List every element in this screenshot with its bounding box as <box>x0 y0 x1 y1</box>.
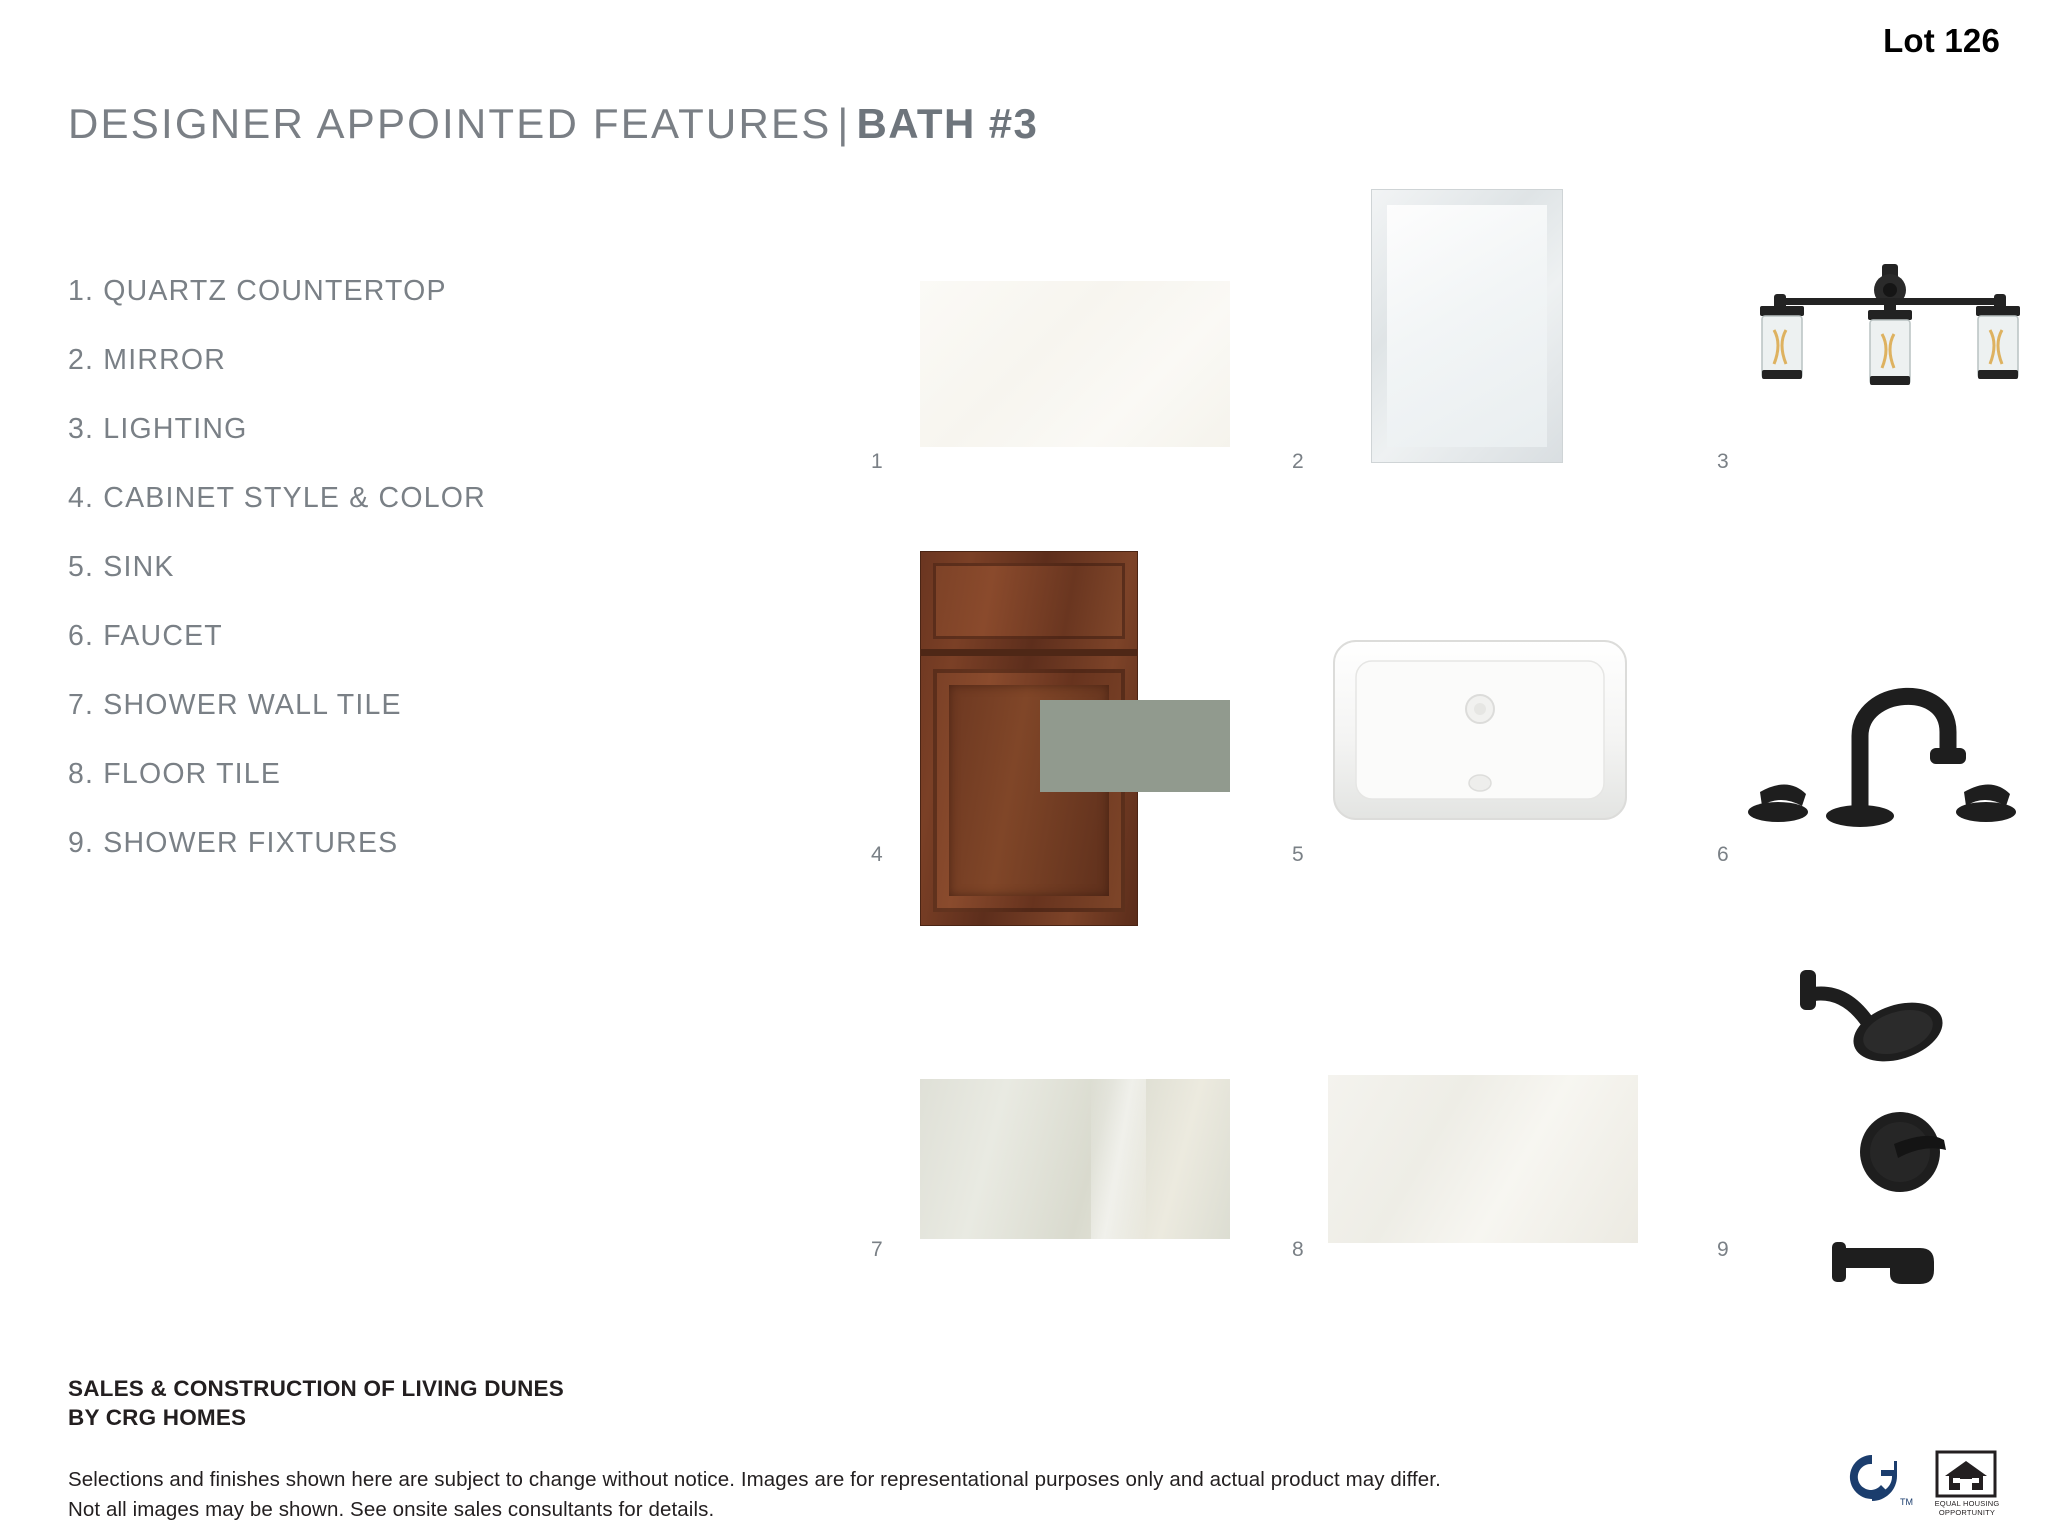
footer-company-line-2: BY CRG HOMES <box>68 1405 247 1431</box>
feature-item-shower-wall-tile: 7. SHOWER WALL TILE <box>68 689 402 721</box>
feature-item-mirror: 2. MIRROR <box>68 344 227 376</box>
eho-caption-line-1: EQUAL HOUSING <box>1934 1499 2000 1508</box>
equal-housing-caption <box>1932 1500 2002 1517</box>
page-title-room: BATH #3 <box>856 100 1039 147</box>
feature-item-floor-tile: 8. FLOOR TILE <box>68 758 282 790</box>
lot-number-label: Lot 126 <box>1883 22 2000 59</box>
swatch-number-5: 5 <box>1292 843 1304 866</box>
swatch-number-1: 1 <box>871 450 883 473</box>
footer-company-line-1: SALES & CONSTRUCTION OF LIVING DUNES <box>68 1376 564 1401</box>
tile-sheen <box>1091 1079 1147 1239</box>
page-title-main: DESIGNER APPOINTED FEATURES <box>68 100 832 147</box>
swatch-faucet <box>1748 640 2038 840</box>
swatch-number-9: 9 <box>1717 1238 1729 1261</box>
swatch-number-7: 7 <box>871 1238 883 1261</box>
feature-item-faucet: 6. FAUCET <box>68 620 223 652</box>
swatch-number-2: 2 <box>1292 450 1304 473</box>
feature-item-shower-fixtures: 9. SHOWER FIXTURES <box>68 827 399 859</box>
swatch-mirror <box>1372 190 1562 462</box>
swatch-number-6: 6 <box>1717 843 1729 866</box>
crg-monogram-icon <box>1832 1447 1914 1509</box>
feature-item-quartz-countertop: 1. QUARTZ COUNTERTOP <box>68 275 447 307</box>
crg-homes-logo <box>1832 1447 1914 1509</box>
swatch-shower-fixtures <box>1790 960 2030 1290</box>
eho-caption-line-2: OPPORTUNITY <box>1938 1507 1996 1517</box>
feature-item-sink: 5. SINK <box>68 551 175 583</box>
footer-disclaimer-line-2: Not all images may be shown. See onsite sales consultants for details. <box>68 1497 715 1521</box>
feature-list <box>68 275 708 896</box>
page-title-separator: | <box>837 100 851 147</box>
vanity-light-icon <box>1740 258 2040 438</box>
swatch-cabinet-paint-color <box>1040 700 1230 792</box>
mirror-glass <box>1387 205 1547 447</box>
cabinet-top-panel <box>933 563 1125 639</box>
footer-disclaimer-line-1: Selections and finishes shown here are subject to change without notice. Images are for representational purposes only and actual product may differ. <box>68 1468 1441 1491</box>
swatch-number-3: 3 <box>1717 450 1729 473</box>
cabinet-rail-gap <box>920 649 1138 656</box>
widespread-faucet-icon <box>1748 640 2038 840</box>
feature-item-lighting: 3. LIGHTING <box>68 413 248 445</box>
svg-text:TM: TM <box>1900 1497 1913 1507</box>
swatch-quartz-countertop <box>920 281 1230 447</box>
page-title <box>68 100 1038 148</box>
swatch-number-4: 4 <box>871 843 883 866</box>
feature-item-cabinet-style-color: 4. CABINET STYLE & COLOR <box>68 482 486 514</box>
swatch-lighting <box>1740 258 2040 438</box>
swatch-sink <box>1330 635 1630 825</box>
undermount-sink-icon <box>1330 635 1630 825</box>
footer-disclaimer <box>68 1465 1441 1524</box>
swatch-floor-tile <box>1328 1075 1638 1243</box>
swatch-shower-wall-tile <box>920 1079 1230 1239</box>
swatch-number-8: 8 <box>1292 1238 1304 1261</box>
shower-trim-set-icon <box>1790 960 2030 1290</box>
footer-company <box>68 1374 564 1433</box>
